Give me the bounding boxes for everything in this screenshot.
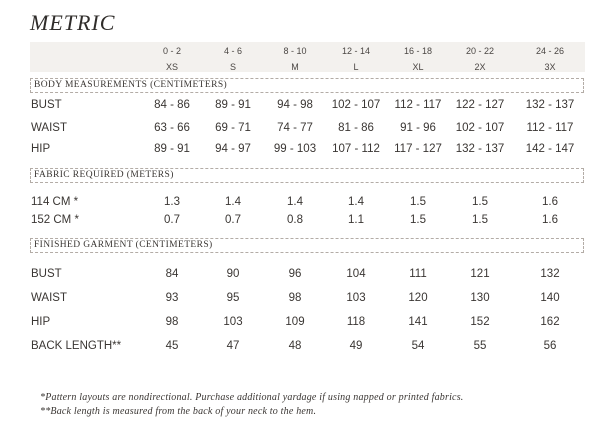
table-cell: 55 [473, 340, 487, 352]
size-header-numeric-1: 4 - 6 [223, 46, 243, 56]
footnote-pattern-layouts: *Pattern layouts are nondirectional. Purchase additional yardage if using napped or printed fabrics. [40, 392, 464, 403]
table-cell: 1.5 [410, 214, 426, 226]
table-cell: 94 - 98 [277, 99, 313, 111]
section-fabric-required [30, 168, 584, 183]
section-finished-garment [30, 238, 584, 253]
table-cell: 56 [543, 340, 557, 352]
table-cell: 69 - 71 [215, 122, 251, 134]
table-cell: 89 - 91 [154, 143, 190, 155]
table-cell: 98 [288, 292, 302, 304]
size-header-letter-4: XL [412, 62, 424, 72]
table-cell: 1.6 [542, 214, 558, 226]
table-cell: 102 - 107 [455, 122, 505, 134]
row-label-body-2: HIP [31, 143, 51, 155]
table-cell: 63 - 66 [154, 122, 190, 134]
table-cell: 45 [165, 340, 179, 352]
table-cell: 93 [165, 292, 179, 304]
size-header-numeric-2: 8 - 10 [283, 46, 307, 56]
row-label-fabric-0: 114 CM * [31, 196, 79, 208]
row-label-finished-3: BACK LENGTH** [31, 340, 122, 352]
table-cell: 117 - 127 [394, 143, 442, 155]
page-title: METRIC [30, 10, 116, 35]
table-cell: 122 - 127 [455, 99, 505, 111]
table-cell: 112 - 117 [526, 122, 574, 134]
size-header-letter-5: 2X [474, 62, 486, 72]
table-cell: 1.5 [410, 196, 426, 208]
table-cell: 1.3 [164, 196, 180, 208]
table-cell: 162 [540, 316, 560, 328]
section-label: FINISHED GARMENT (CENTIMETERS) [34, 240, 213, 250]
table-cell: 152 [470, 316, 490, 328]
table-cell: 103 [223, 316, 243, 328]
row-label-finished-1: WAIST [31, 292, 67, 304]
table-cell: 107 - 112 [332, 143, 380, 155]
table-cell: 1.6 [542, 196, 558, 208]
size-header-letter-6: 3X [544, 62, 556, 72]
section-body-measurements [30, 78, 584, 93]
size-header-letter-2: M [291, 62, 299, 72]
size-header-numeric-6: 24 - 26 [535, 46, 565, 56]
table-cell: 48 [288, 340, 302, 352]
row-label-body-0: BUST [31, 99, 62, 111]
size-header-letter-0: XS [165, 62, 179, 72]
table-cell: 121 [470, 268, 490, 280]
table-cell: 132 - 137 [525, 99, 575, 111]
table-cell: 132 - 137 [455, 143, 505, 155]
table-cell: 99 - 103 [273, 143, 317, 155]
table-cell: 1.4 [348, 196, 364, 208]
table-cell: 49 [349, 340, 363, 352]
table-cell: 84 - 86 [154, 99, 190, 111]
table-cell: 112 - 117 [394, 99, 442, 111]
table-cell: 54 [411, 340, 425, 352]
row-label-finished-2: HIP [31, 316, 51, 328]
size-header-numeric-0: 0 - 2 [162, 46, 182, 56]
table-cell: 90 [226, 268, 240, 280]
section-label: FABRIC REQUIRED (METERS) [34, 170, 174, 180]
table-cell: 1.5 [472, 196, 488, 208]
table-cell: 111 [409, 268, 427, 280]
table-cell: 0.7 [164, 214, 180, 226]
row-label-body-1: WAIST [31, 122, 67, 134]
table-cell: 94 - 97 [215, 143, 251, 155]
table-cell: 95 [226, 292, 240, 304]
table-cell: 118 [346, 316, 366, 328]
section-label: BODY MEASUREMENTS (CENTIMETERS) [34, 80, 228, 90]
size-header-numeric-3: 12 - 14 [341, 46, 371, 56]
table-cell: 1.5 [472, 214, 488, 226]
size-header-numeric-5: 20 - 22 [465, 46, 495, 56]
table-cell: 84 [165, 268, 179, 280]
table-cell: 141 [408, 316, 428, 328]
table-cell: 130 [470, 292, 490, 304]
table-cell: 89 - 91 [215, 99, 251, 111]
table-cell: 0.7 [225, 214, 241, 226]
table-cell: 91 - 96 [400, 122, 436, 134]
size-header-letter-3: L [353, 62, 359, 72]
table-cell: 96 [288, 268, 302, 280]
table-cell: 47 [226, 340, 240, 352]
table-cell: 103 [346, 292, 366, 304]
table-cell: 102 - 107 [331, 99, 381, 111]
table-cell: 142 - 147 [525, 143, 575, 155]
table-cell: 1.4 [287, 196, 303, 208]
table-cell: 132 [540, 268, 560, 280]
table-cell: 1.1 [348, 214, 364, 226]
table-cell: 0.8 [287, 214, 303, 226]
table-cell: 98 [165, 316, 179, 328]
table-cell: 74 - 77 [277, 122, 313, 134]
size-header-band [30, 42, 585, 72]
table-cell: 1.4 [225, 196, 241, 208]
table-cell: 81 - 86 [338, 122, 374, 134]
table-cell: 120 [408, 292, 428, 304]
row-label-fabric-1: 152 CM * [31, 214, 79, 226]
table-cell: 140 [540, 292, 560, 304]
table-cell: 109 [285, 316, 305, 328]
row-label-finished-0: BUST [31, 268, 62, 280]
table-cell: 104 [346, 268, 366, 280]
footnote-back-length: **Back length is measured from the back of your neck to the hem. [40, 406, 317, 417]
size-header-letter-1: S [229, 62, 237, 72]
size-header-numeric-4: 16 - 18 [403, 46, 433, 56]
